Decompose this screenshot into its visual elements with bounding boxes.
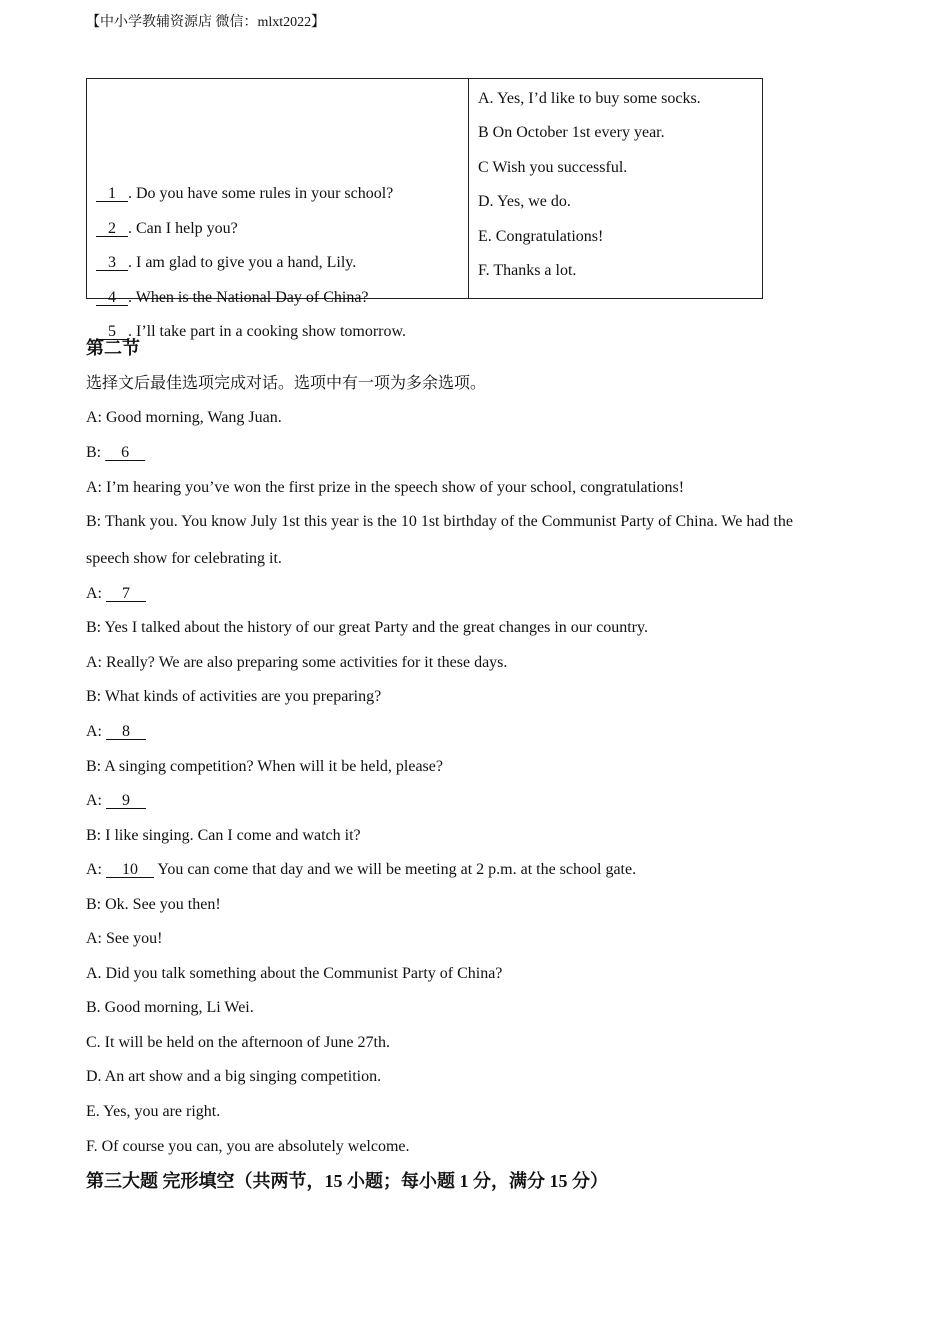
dialogue-option-d: D. An art show and a big singing competition. xyxy=(86,1068,382,1085)
questions-column xyxy=(87,79,469,340)
option-f: F. Thanks a lot. xyxy=(478,262,577,279)
answer-blank-7: 7 xyxy=(122,585,130,602)
option-a: A. Yes, I’d like to buy some socks. xyxy=(478,90,701,107)
dialogue-line: speech show for celebrating it. xyxy=(86,550,282,567)
section-2-title: 第二节 xyxy=(86,338,140,358)
dialogue-line: A: 10 You can come that day and we will be meeting at 2 p.m. at the school gate. xyxy=(86,859,636,881)
question-1: 1 . Do you have some rules in your school? xyxy=(96,183,393,205)
dialogue-option-f: F. Of course you can, you are absolutely welcome. xyxy=(86,1138,410,1155)
dialogue-line: B: Ok. See you then! xyxy=(86,896,221,913)
answer-blank-2: 2 xyxy=(108,220,116,237)
dialogue-line: B: I like singing. Can I come and watch it? xyxy=(86,827,361,844)
answer-blank-1: 1 xyxy=(108,185,116,202)
dialogue-option-e: E. Yes, you are right. xyxy=(86,1103,221,1120)
question-2: 2 . Can I help you? xyxy=(96,218,238,240)
answer-blank-5: 5 xyxy=(108,323,116,340)
option-c: C Wish you successful. xyxy=(478,159,628,176)
dialogue-line: A: Good morning, Wang Juan. xyxy=(86,409,282,426)
dialogue-line: B: A singing competition? When will it be held, please? xyxy=(86,758,443,775)
answer-blank-8: 8 xyxy=(122,723,130,740)
dialogue-line: B: What kinds of activities are you preparing? xyxy=(86,688,382,705)
answer-blank-4: 4 xyxy=(108,289,116,306)
answer-blank-10: 10 xyxy=(122,861,138,878)
page-header: 【中小学教辅资源店 微信：mlxt2022】 xyxy=(86,15,326,30)
option-e: E. Congratulations! xyxy=(478,228,604,245)
dialogue-line: A: See you! xyxy=(86,930,163,947)
option-d: D. Yes, we do. xyxy=(478,193,571,210)
dialogue-line: A: 8 xyxy=(86,721,146,743)
option-b: B On October 1st every year. xyxy=(478,124,665,141)
dialogue-line: A: 9 xyxy=(86,790,146,812)
dialogue-line: A: 7 xyxy=(86,583,146,605)
dialogue-line: A: Really? We are also preparing some activities for it these days. xyxy=(86,654,508,671)
answer-blank-6: 6 xyxy=(121,444,130,461)
options-column xyxy=(469,79,762,298)
question-5: 5 . I’ll take part in a cooking show tomorrow. xyxy=(96,321,406,343)
answer-blank-9: 9 xyxy=(122,792,130,809)
section-2-instruction: 选择文后最佳选项完成对话。选项中有一项为多余选项。 xyxy=(86,375,487,392)
dialogue-option-a: A. Did you talk something about the Communist Party of China? xyxy=(86,965,503,982)
question-4: 4 . When is the National Day of China? xyxy=(96,287,369,309)
dialogue-option-b: B. Good morning, Li Wei. xyxy=(86,999,254,1016)
dialogue-line: B: Yes I talked about the history of our great Party and the great changes in our country. xyxy=(86,619,648,636)
dialogue-option-c: C. It will be held on the afternoon of June 27th. xyxy=(86,1034,390,1051)
section-3-title: 第三大题 完形填空（共两节，15 小题；每小题 1 分，满分 15 分） xyxy=(86,1171,608,1191)
dialogue-line: A: I’m hearing you’ve won the first prize in the speech show of your school, congratulations! xyxy=(86,479,685,496)
matching-table xyxy=(86,78,763,340)
question-3: 3 . I am glad to give you a hand, Lily. xyxy=(96,252,356,274)
dialogue-line: B: 6 xyxy=(86,442,145,464)
dialogue-line: B: Thank you. You know July 1st this year is the 10 1st birthday of the Communist Party of China. We had the xyxy=(86,513,793,530)
answer-blank-3: 3 xyxy=(108,254,116,271)
